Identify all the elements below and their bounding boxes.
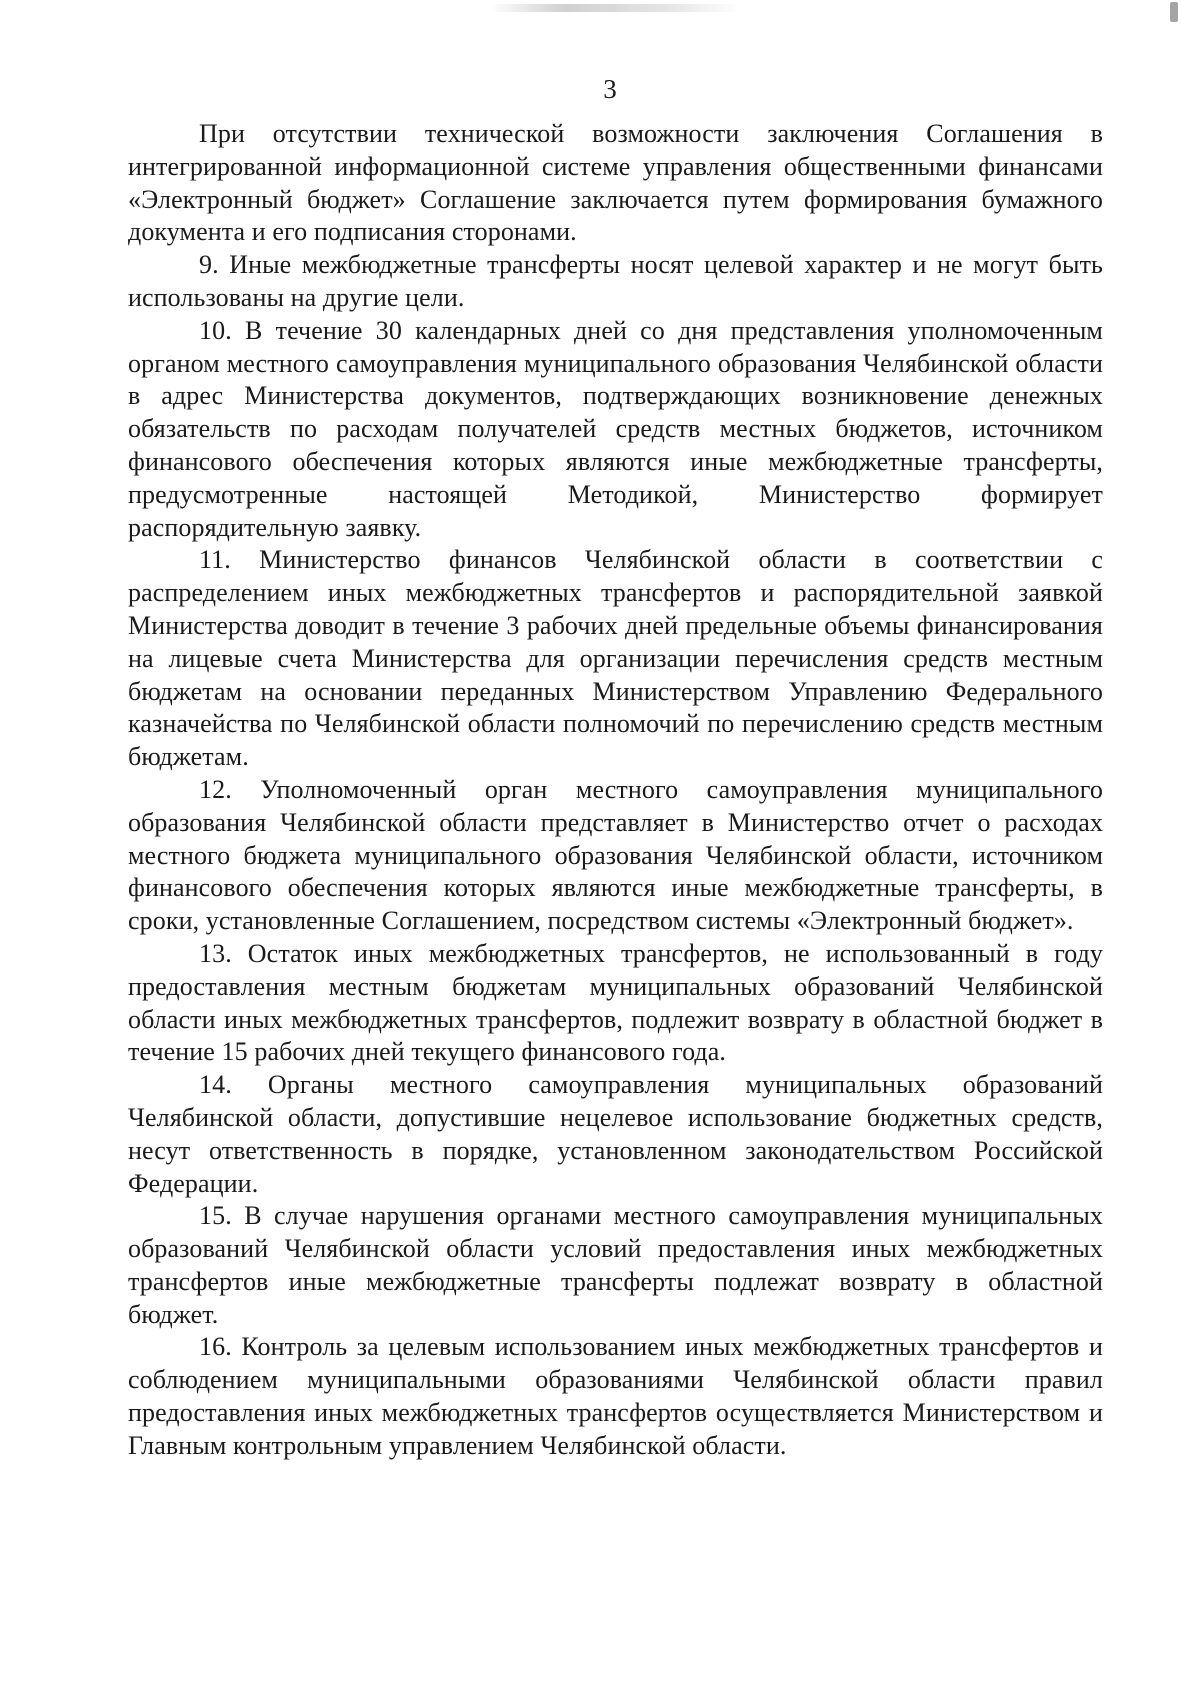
paragraph-item-9: 9. Иные межбюджетные трансферты носят целевой характер и не могут быть использованы на другие цели. <box>128 250 1103 312</box>
paragraph-item-14: 14. Органы местного самоуправления муниципальных образований Челябинской области, допустившие нецелевое использование бюджетных средств, несут ответственность в порядке, установленном законодательством Российской Федерации. <box>128 1070 1103 1198</box>
paragraph-item-15: 15. В случае нарушения органами местного самоуправления муниципальных образований Челябинской области условий предоставления иных межбюджетных трансфертов иные межбюджетные трансферты подлежат возврату в областной бюджет. <box>128 1201 1103 1329</box>
page-number: 3 <box>603 74 617 104</box>
paragraph-item-11: 11. Министерство финансов Челябинской области в соответствии с распределением иных межбюджетных трансфертов и распорядительной заявкой Министерства доводит в течение 3 рабочих дней предельные объемы финансирования на лицевые счета Министерства для организации перечисления средств местным бюджетам на основании переданных Министерством Управлению Федерального казначейства по Челябинской области полномочий по перечислению средств местным бюджетам. <box>128 545 1103 772</box>
paragraph-item-13: 13. Остаток иных межбюджетных трансфертов, не использованный в году предоставления местным бюджетам муниципальных образований Челябинской области иных межбюджетных трансфертов, подлежит возврату в областной бюджет в течение 15 рабочих дней текущего финансового года. <box>128 938 1103 1067</box>
paragraph-item-12: 12. Уполномоченный орган местного самоуправления муниципального образования Челябинской области представляет в Министерство отчет о расходах местного бюджета муниципального образования Челябинской области, источником финансового обеспечения которых являются иные межбюджетные трансферты, в сроки, установленные Соглашением, посредством системы «Электронный бюджет». <box>128 774 1103 936</box>
paragraph: При отсутствии технической возможности заключения Соглашения в интегрированной информационной системе управления общественными финансами «Электронный бюджет» Соглашение заключается путем формирования бумажного документа и его подписания сторонами. <box>128 119 1103 247</box>
paragraph-item-10: 10. В течение 30 календарных дней со дня представления уполномоченным органом местного самоуправления муниципального образования Челябинской области в адрес Министерства документов, подтверждающих возникновение денежных обязательств по расходам получателей средств местных бюджетов, источником финансового обеспечения которых являются иные межбюджетные трансферты, предусмотренные настоящей Методикой, Министерство формирует распорядительную заявку. <box>128 315 1103 542</box>
scan-artifact-corner <box>1170 2 1178 22</box>
scan-artifact <box>490 4 740 12</box>
document-body <box>128 118 1103 1463</box>
paragraph-item-16: 16. Контроль за целевым использованием иных межбюджетных трансфертов и соблюдением муниципальными образованиями Челябинской области правил предоставления иных межбюджетных трансфертов осуществляется Министерством и Главным контрольным управлением Челябинской области. <box>128 1332 1103 1460</box>
